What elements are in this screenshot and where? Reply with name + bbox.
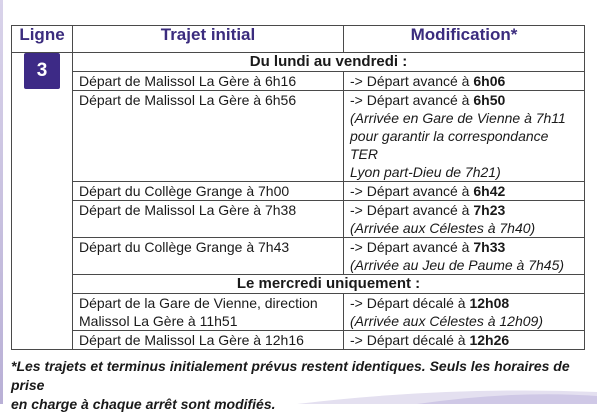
modification-cell: [344, 201, 585, 238]
modification-text: -> Départ avancé à: [350, 183, 474, 199]
schedule-table: [11, 25, 585, 350]
trajet-text: Départ de la Gare de Vienne, direction: [79, 295, 318, 311]
modification-cell: [344, 238, 585, 275]
section-title: Le mercredi uniquement :: [73, 275, 585, 294]
modification-text: -> Départ avancé à: [350, 92, 474, 108]
arrival-note: (Arrivée aux Célestes à 7h40): [350, 220, 536, 236]
modification-text: -> Départ décalé à: [350, 332, 470, 348]
line-badge: 3: [24, 53, 60, 89]
modification-cell: [344, 72, 585, 91]
trajet-cell: Départ de Malissol La Gère à 6h56: [73, 91, 344, 182]
trajet-text: Malissol La Gère à 11h51: [79, 313, 238, 329]
table-row: [12, 201, 585, 238]
new-time: 12h08: [469, 295, 510, 311]
line-cell: [12, 53, 73, 350]
header-modification: Modification*: [344, 26, 585, 53]
arrival-note: pour garantir la correspondance TER: [350, 128, 549, 162]
decorative-swoosh: [297, 384, 597, 404]
new-time: 12h26: [469, 332, 510, 348]
section-row: [12, 53, 585, 72]
new-time: 7h33: [473, 239, 506, 255]
section-title: Du lundi au vendredi :: [73, 53, 585, 72]
new-time: 6h06: [473, 73, 506, 89]
header-row: [12, 26, 585, 53]
modification-cell: [344, 182, 585, 201]
table-row: [12, 91, 585, 182]
trajet-cell: Départ du Collège Grange à 7h43: [73, 238, 344, 275]
trajet-cell: Départ de Malissol La Gère à 12h16: [73, 331, 344, 350]
table-row: [12, 238, 585, 275]
modification-text: -> Départ avancé à: [350, 239, 474, 255]
trajet-cell: Départ du Collège Grange à 7h00: [73, 182, 344, 201]
modification-cell: [344, 331, 585, 350]
modification-text: -> Départ avancé à: [350, 202, 474, 218]
new-time: 6h42: [473, 183, 506, 199]
left-edge-decoration: [0, 0, 3, 404]
new-time: 7h23: [473, 202, 506, 218]
footnote-line: *Les trajets et terminus initialement prévus restent identiques. Seuls les horaires de prise: [11, 358, 570, 393]
table-row: [12, 294, 585, 331]
modification-cell: [344, 91, 585, 182]
table-row: [12, 182, 585, 201]
section-row: [12, 275, 585, 294]
header-trajet-initial: Trajet initial: [73, 26, 344, 53]
table-row: [12, 72, 585, 91]
modification-text: -> Départ avancé à: [350, 73, 474, 89]
arrival-note: (Arrivée en Gare de Vienne à 7h11: [350, 110, 566, 126]
trajet-cell: [73, 294, 344, 331]
trajet-cell: Départ de Malissol La Gère à 6h16: [73, 72, 344, 91]
new-time: 6h50: [473, 92, 506, 108]
header-ligne: Ligne: [12, 26, 73, 53]
footnote-line: en charge à chaque arrêt sont modifiés.: [11, 396, 276, 412]
modification-cell: [344, 294, 585, 331]
arrival-note: (Arrivée aux Célestes à 12h09): [350, 313, 543, 329]
arrival-note: (Arrivée au Jeu de Paume à 7h45): [350, 257, 565, 273]
trajet-cell: Départ de Malissol La Gère à 7h38: [73, 201, 344, 238]
table-row: [12, 331, 585, 350]
arrival-note: Lyon part-Dieu de 7h21): [350, 164, 501, 180]
modification-text: -> Départ décalé à: [350, 295, 470, 311]
